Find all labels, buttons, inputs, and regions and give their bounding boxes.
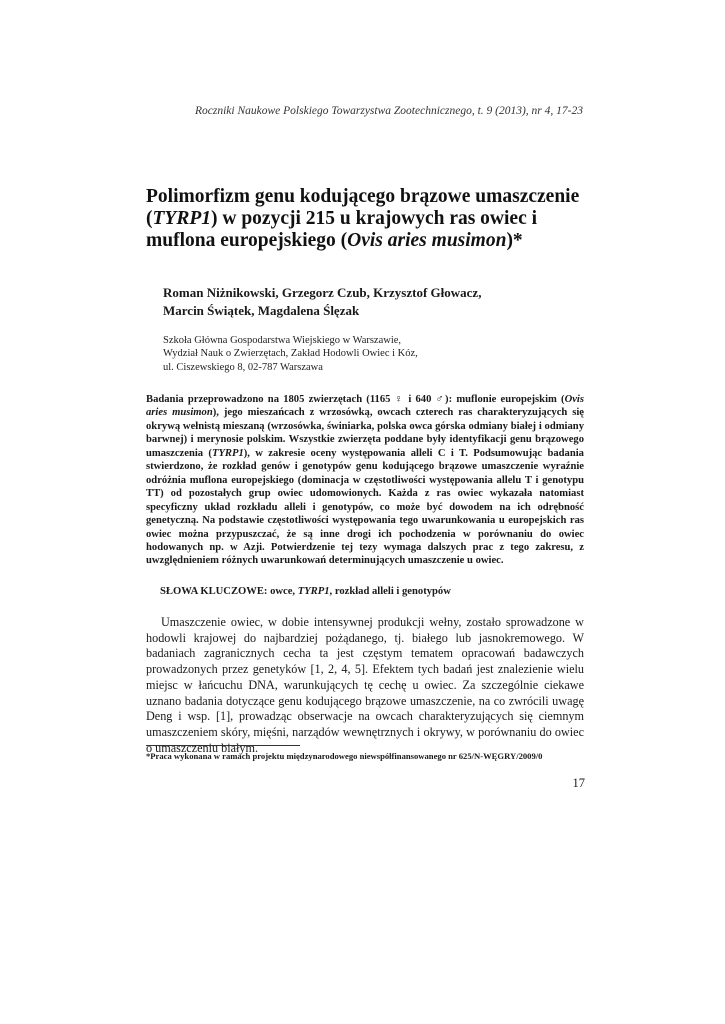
article-title xyxy=(146,186,606,252)
abstract-gene: TYRP1 xyxy=(211,447,244,459)
author-list xyxy=(163,284,583,319)
affiliation xyxy=(163,334,583,374)
affiliation-line-3: ul. Ciszewskiego 8, 02-787 Warszawa xyxy=(163,361,323,373)
title-gene: TYRP1 xyxy=(152,208,211,229)
affiliation-line-1: Szkoła Główna Gospodarstwa Wiejskiego w Warszawie, xyxy=(163,335,402,346)
authors-line-2: Marcin Świątek, Magdalena Ślęzak xyxy=(163,302,360,318)
footnote: *Praca wykonana w ramach projektu międzynarodowego niewspółfinansowanego nr 625/N-WĘGRY/2009/0 xyxy=(146,751,543,761)
abstract-part3: ), w zakresie oceny występowania alleli C i T. Podsumowując badania stwierdzono, że rozkład genów i genotypów genu kodującego brązowe umaszczenie wyraźnie odróżnia muflona europejskiego (dominacja w częstotliwości występowania allelu T i genotypu TT) od pozostałych grup owiec udomowionych. Każda z ras owiec wykazała natomiast specyficzny układ rozkładu alleli i genotypów, co może być dowodem na ich odrębność genetyczną. Na podstawie częstotliwości występowania tego uwarunkowania u europejskich ras owiec można przypuszczać, że są inne drogi ich pochodzenia w porównaniu do owiec hodowanych np. w Azji. Potwierdzenie tej tezy wymaga dalszych prac z tego zakresu, z uwzględnieniem różnych uwarunkowań determinujących umaszczenie u owiec. xyxy=(146,447,584,567)
title-part1: Polimorfizm genu kodującego brązowe umaszczenie ( xyxy=(146,186,580,229)
keywords-gene: TYRP1 xyxy=(297,586,330,597)
journal-header: Roczniki Naukowe Polskiego Towarzystwa Zootechnicznego, t. 9 (2013), nr 4, 17-23 xyxy=(195,105,583,117)
abstract xyxy=(146,393,584,568)
abstract-part2: ), jego mieszańcach z wrzosówką, owcach czterech ras charakteryzujących się okrywą wełnistą mieszaną (wrzosówka, świniarka, polska owca górska odmiany białej i odmiany barwnej) i merynosie polskim. Wszystkie zwierzęta poddane były identyfikacji genu brązowego umaszczenia ( xyxy=(146,407,585,459)
title-species: Ovis aries musimon xyxy=(347,230,507,251)
title-part2: ) w pozycji 215 u krajowych ras owiec i muflona europejskiego ( xyxy=(146,208,538,251)
footnote-divider xyxy=(146,745,300,746)
authors-line-1: Roman Niżnikowski, Grzegorz Czub, Krzysztof Głowacz, xyxy=(163,285,482,300)
affiliation-line-2: Wydział Nauk o Zwierzętach, Zakład Hodowli Owiec i Kóz, xyxy=(163,348,418,360)
keywords-rest: , rozkład alleli i genotypów xyxy=(329,586,451,597)
title-part3: )* xyxy=(506,230,523,251)
abstract-part1: Badania przeprowadzono na 1805 zwierzętach (1165 ♀ i 640 ♂): muflonie europejskim ( xyxy=(146,394,565,405)
page-number: 17 xyxy=(572,776,585,790)
keywords xyxy=(160,585,584,598)
abstract-species: Ovis aries musimon xyxy=(146,394,584,419)
keywords-label: SŁOWA KLUCZOWE: owce, xyxy=(160,586,298,597)
body-paragraph: Umaszczenie owiec, w dobie intensywnej produkcji wełny, zostało sprowadzone w hodowli krajowej do najbardziej pożądanego, tj. białego lub jasnokremowego. W badaniach zagranicznych cecha ta jest częstym tematem opracowań badawczych prowadzonych przez genetyków [1, 2, 4, 5]. Efektem tych badań jest znalezienie wielu miejsc w łańcuchu DNA, warunkujących tę cechę u owiec. Za szczególnie ciekawe uznano badania dotyczące genu kodującego brązowe umaszczenie, na co zwrócili uwagę Deng i wsp. [1], prowadząc obserwacje na owcach charakteryzujących się ciemnym umaszczeniem skóry, mięśni, narządów wewnętrznych i okrywy, w porównaniu do owiec o umaszczeniu białym. xyxy=(146,615,584,755)
